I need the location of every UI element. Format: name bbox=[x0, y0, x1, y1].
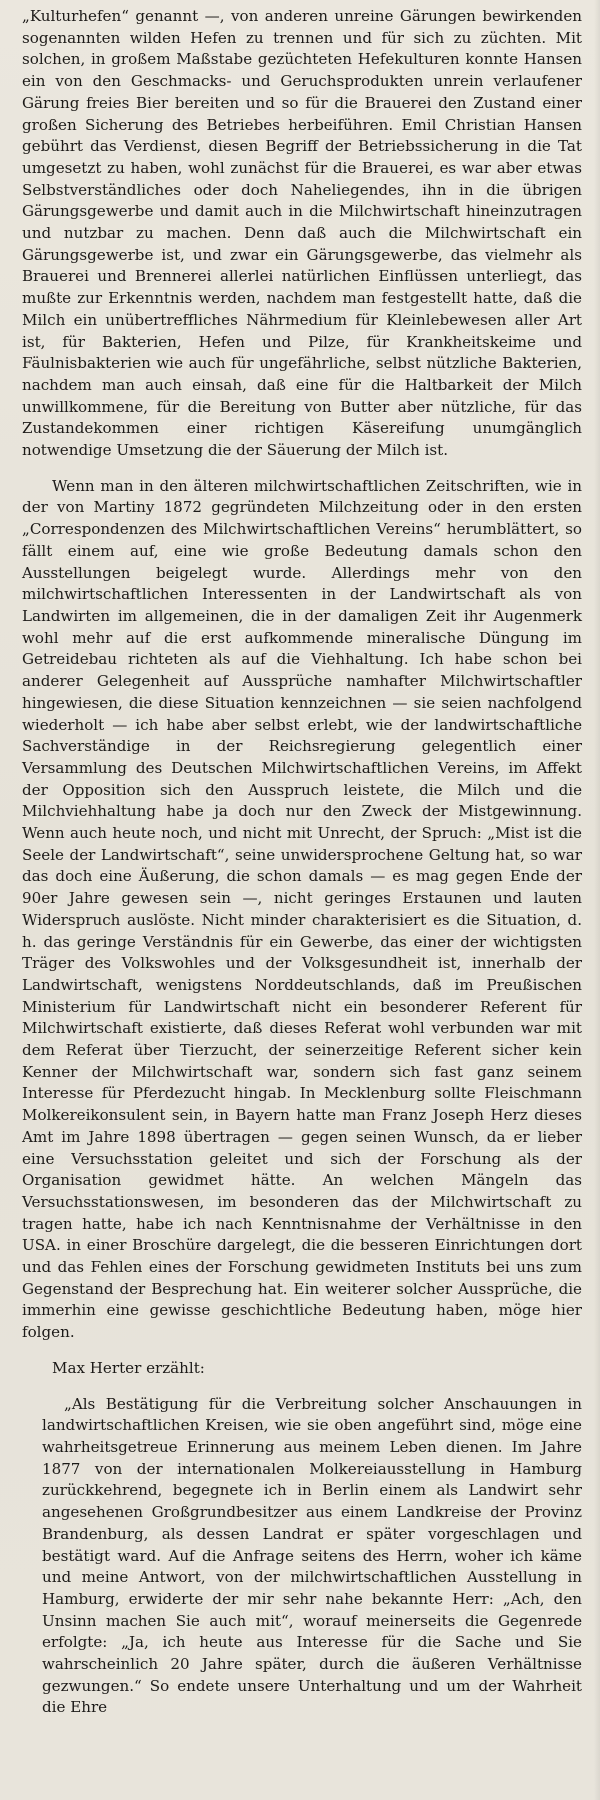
quote-intro: Max Herter erzählt: bbox=[52, 1358, 205, 1377]
paragraph-gap bbox=[22, 462, 582, 476]
paragraph-ausstellungen: Wenn man in den älteren milchwirtschaftlichen Zeitschriften, wie in der von Martiny 1872 gegründeten Milchzeitung oder in den ersten „Correspondenzen des Milchwirtschaftlichen Vereins“ herumblättert, so fällt einem auf, eine wie große Bedeutung damals schon den Ausstellungen beigelegt wurde. Allerdings mehr von den milchwirtschaftlichen Interessenten in der Landwirtschaft als von Landwirten im allgemeinen, die in der damaligen Zeit ihr Augenmerk wohl mehr auf die erst aufkommende mineralische Düngung im Getreidebau richteten als auf die Viehhaltung. Ich habe schon bei anderer Gelegenheit auf Aussprüche namhafter Milchwirtschaftler hingewiesen, die diese Situation kennzeichnen — sie seien nachfolgend wiederholt — ich habe aber selbst erlebt, wie der landwirtschaftliche Sachverständige in der Reichsregierung gelegentlich einer Versammlung des Deutschen Milchwirtschaftlichen Vereins, im Affekt der Opposition sich den Ausspruch leistete, die Milch und die Milchviehhaltung habe ja doch nur den Zweck der Mistgewinnung. Wenn auch heute noch, und nicht mit Unrecht, der Spruch: „Mist ist die Seele der Landwirtschaft“, seine unwidersprochene Geltung hat, so war das doch eine Äußerung, die schon damals — es mag gegen Ende der 90er Jahre gewesen sein —, nicht geringes Erstaunen und lauten Widerspruch auslöste. Nicht minder charakterisiert es die Situation, d. h. das geringe Verständnis für ein Gewerbe, das einer der wichtigsten Träger des Volkswohles und der Volksgesundheit ist, innerhalb der Landwirtschaft, wenigstens Norddeutschlands, daß im Preußischen Ministerium für Landwirtschaft nicht ein besonderer Referent für Milchwirtschaft existierte, daß dieses Referat wohl verbunden war mit dem Referat über Tierzucht, der seinerzeitige Referent sicher kein Kenner der Milchwirtschaft war, sondern sich fast ganz seinem Interesse für Pferdezucht hingab. In Mecklenburg sollte Fleischmann Molkereikonsulent sein, in Bayern hatte man Franz Joseph Herz dieses Amt im Jahre 1898 übertragen — gegen seinen Wunsch, da er lieber eine Versuchsstation geleitet und sich der Forschung als der Organisation gewidmet hätte. An welchen Mängeln das Versuchsstationswesen, im besonderen das der Milchwirtschaft zu tragen hatte, habe ich nach Kenntnisnahme der Verhältnisse in den USA. in einer Broschüre dargelegt, die die besseren Einrichtungen dort und das Fehlen eines der Forschung gewidmeten Instituts bei uns zum Gegenstand der Besprechung hat. Ein weiterer solcher Aussprüche, die immerhin eine gewisse geschichtliche Bedeutung haben, möge hier folgen. bbox=[22, 476, 582, 1342]
page-edge-shadow bbox=[594, 0, 600, 1800]
paragraph-gap bbox=[22, 1380, 582, 1394]
paragraph-gap bbox=[22, 1344, 582, 1358]
quote-text: „Als Bestätigung für die Verbreitung solcher Anschauungen in landwirtschaftlichen Kreisen, wie sie oben angeführt sind, möge eine wahrheitsgetreue Erinnerung aus meinem Leben dienen. Im Jahre 1877 von der internationalen Molkereiausstellung in Hamburg zurückkehrend, begegnete ich in Berlin einem als Landwirt sehr angesehenen Großgrundbesitzer aus einem Landkreise der Provinz Brandenburg, als dessen Landrat er später vorgeschlagen und bestätigt ward. Auf die Anfrage seitens des Herrn, woher ich käme und meine Antwort, von der milchwirtschaftlichen Ausstellung in Hamburg, erwiderte der mir sehr nahe bekannte Herr: „Ach, den Unsinn machen Sie auch mit“, worauf meinerseits die Gegenrede erfolgte: „Ja, ich heute aus Interesse für die Sache und Sie wahrscheinlich 20 Jahre später, durch die äußeren Verhältnisse gezwungen.“ So endete unsere Unterhaltung und um der Wahrheit die Ehre bbox=[42, 1394, 582, 1717]
paragraph-kulturhefen: „Kulturhefen“ genannt —, von anderen unreine Gärungen bewirkenden sogenannten wilden Hefen zu trennen und für sich zu züchten. Mit solchen, in großem Maßstabe gezüchteten Hefekulturen konnte Hansen ein von den Geschmacks- und Geruchsprodukten unrein verlaufener Gärung freies Bier bereiten und so für die Brauerei den Zustand einer großen Sicherung des Betriebes herbeiführen. Emil Christian Hansen gebührt das Verdienst, diesen Begriff der Betriebssicherung in die Tat umgesetzt zu haben, wohl zunächst für die Brauerei, es war aber etwas Selbstverständliches oder doch Naheliegendes, ihn in die übrigen Gärungsgewerbe und damit auch in die Milchwirtschaft hineinzutragen und nutzbar zu machen. Denn daß auch die Milchwirtschaft ein Gärungsgewerbe ist, und zwar ein Gärungsgewerbe, das vielmehr als Brauerei und Brennerei allerlei natürlichen Einflüssen unterliegt, das mußte zur Erkenntnis werden, nachdem man festgestellt hatte, daß die Milch ein unübertreffliches Nährmedium für Kleinlebewesen aller Art ist, für Bakterien, Hefen und Pilze, für Krankheitskeime und Fäulnisbakterien wie auch für ungefährliche, selbst nützliche Bakterien, nachdem man auch einsah, daß eine für die Haltbarkeit der Milch unwillkommene, für die Bereitung von Butter aber nützliche, für das Zustandekommen einer richtigen Käsereifung unumgänglich notwendige Umsetzung die der Säuerung der Milch ist. bbox=[22, 7, 582, 460]
body-text bbox=[22, 6, 582, 1719]
block-quote bbox=[42, 1394, 582, 1720]
